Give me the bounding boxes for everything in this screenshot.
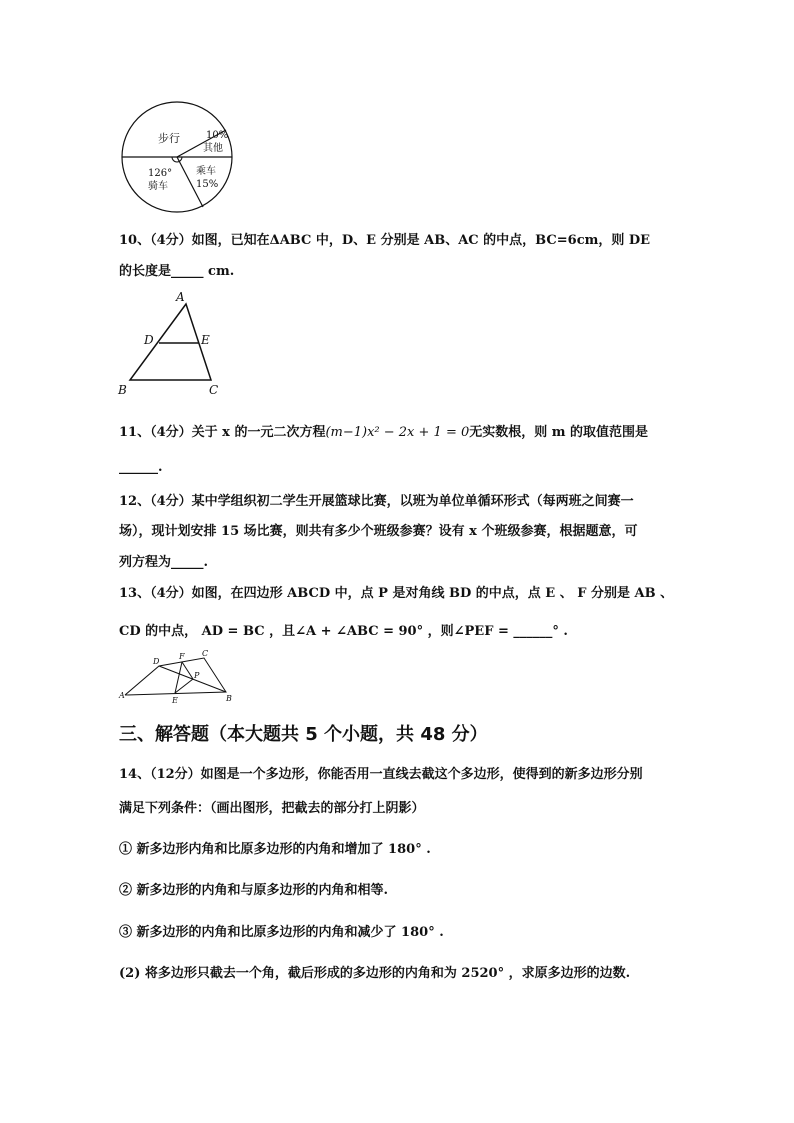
quad-label-f: F bbox=[179, 652, 185, 661]
q10-line2: 的长度是_____ cm. bbox=[119, 264, 235, 279]
triangle-figure bbox=[113, 288, 225, 398]
q11-line1 bbox=[119, 421, 648, 440]
q13-line1: 13、（4分）如图，在四边形 ABCD 中，点 P 是对角线 BD 的中点，点 E 、 F 分别是 AB 、 bbox=[119, 586, 674, 601]
q13-line2: CD 的中点， AD = BC ，且∠A + ∠ABC = 90° ，则∠PEF = ______° . bbox=[119, 624, 568, 639]
pie-bike-label: 骑车 bbox=[148, 181, 168, 192]
pie-bus-percent: 15% bbox=[196, 179, 219, 190]
q11-prefix: 11、（4分）关于 x 的一元二次方程 bbox=[119, 425, 326, 440]
q14-part2: (2) 将多边形只截去一个角，截后形成的多边形的内角和为 2520° ，求原多边形的边数. bbox=[119, 966, 631, 981]
tri-label-b: B bbox=[118, 383, 127, 397]
quad-label-a: A bbox=[119, 691, 125, 700]
q14-item3: ③ 新多边形的内角和比原多边形的内角和减少了 180° . bbox=[119, 925, 444, 940]
quad-label-p: P bbox=[194, 671, 200, 680]
q10-line1: 10、（4分）如图，已知在ΔABC 中，D、E 分别是 AB、AC 的中点，BC=6cm，则 DE bbox=[119, 233, 651, 248]
quad-label-b: B bbox=[226, 694, 232, 703]
quadrilateral-figure bbox=[118, 650, 240, 708]
q14-item2: ② 新多边形的内角和与原多边形的内角和相等. bbox=[119, 883, 389, 898]
quad-label-c: C bbox=[202, 650, 209, 658]
q11-suffix: 无实数根，则 m 的取值范围是 bbox=[469, 425, 649, 440]
section3-title: 三、解答题（本大题共 5 个小题，共 48 分） bbox=[119, 724, 488, 745]
q12-line2: 场），现计划安排 15 场比赛，则共有多少个班级参赛？设有 x 个班级参赛，根据题意，可 bbox=[119, 524, 638, 539]
q12-line3: 列方程为_____. bbox=[119, 555, 209, 570]
pie-walk-label: 步行 bbox=[158, 132, 180, 145]
pie-bike-angle: 126° bbox=[148, 168, 173, 179]
q14-item1: ① 新多边形内角和比原多边形的内角和增加了 180° . bbox=[119, 842, 431, 857]
tri-label-a: A bbox=[176, 290, 185, 304]
pie-other-label: 其他 bbox=[203, 143, 223, 154]
tri-label-e: E bbox=[201, 333, 210, 347]
q11-line2: ______. bbox=[119, 460, 163, 475]
q12-line1: 12、（4分）某中学组织初二学生开展篮球比赛，以班为单位单循环形式（每两班之间赛一 bbox=[119, 494, 634, 509]
q11-equation: (m−1)x² − 2x + 1 = 0 bbox=[325, 425, 470, 440]
pie-other-percent: 10% bbox=[206, 130, 229, 141]
pie-bus-label: 乘车 bbox=[196, 166, 216, 177]
q14-line2: 满足下列条件：（画出图形，把截去的部分打上阴影） bbox=[119, 801, 425, 816]
quad-label-e: E bbox=[172, 696, 178, 705]
q14-line1: 14、（12分）如图是一个多边形，你能否用一直线去截这个多边形，使得到的新多边形分别 bbox=[119, 767, 643, 782]
quad-label-d: D bbox=[153, 657, 160, 666]
tri-label-d: D bbox=[144, 333, 154, 347]
pie-chart-figure bbox=[118, 100, 244, 218]
tri-label-c: C bbox=[209, 383, 219, 397]
